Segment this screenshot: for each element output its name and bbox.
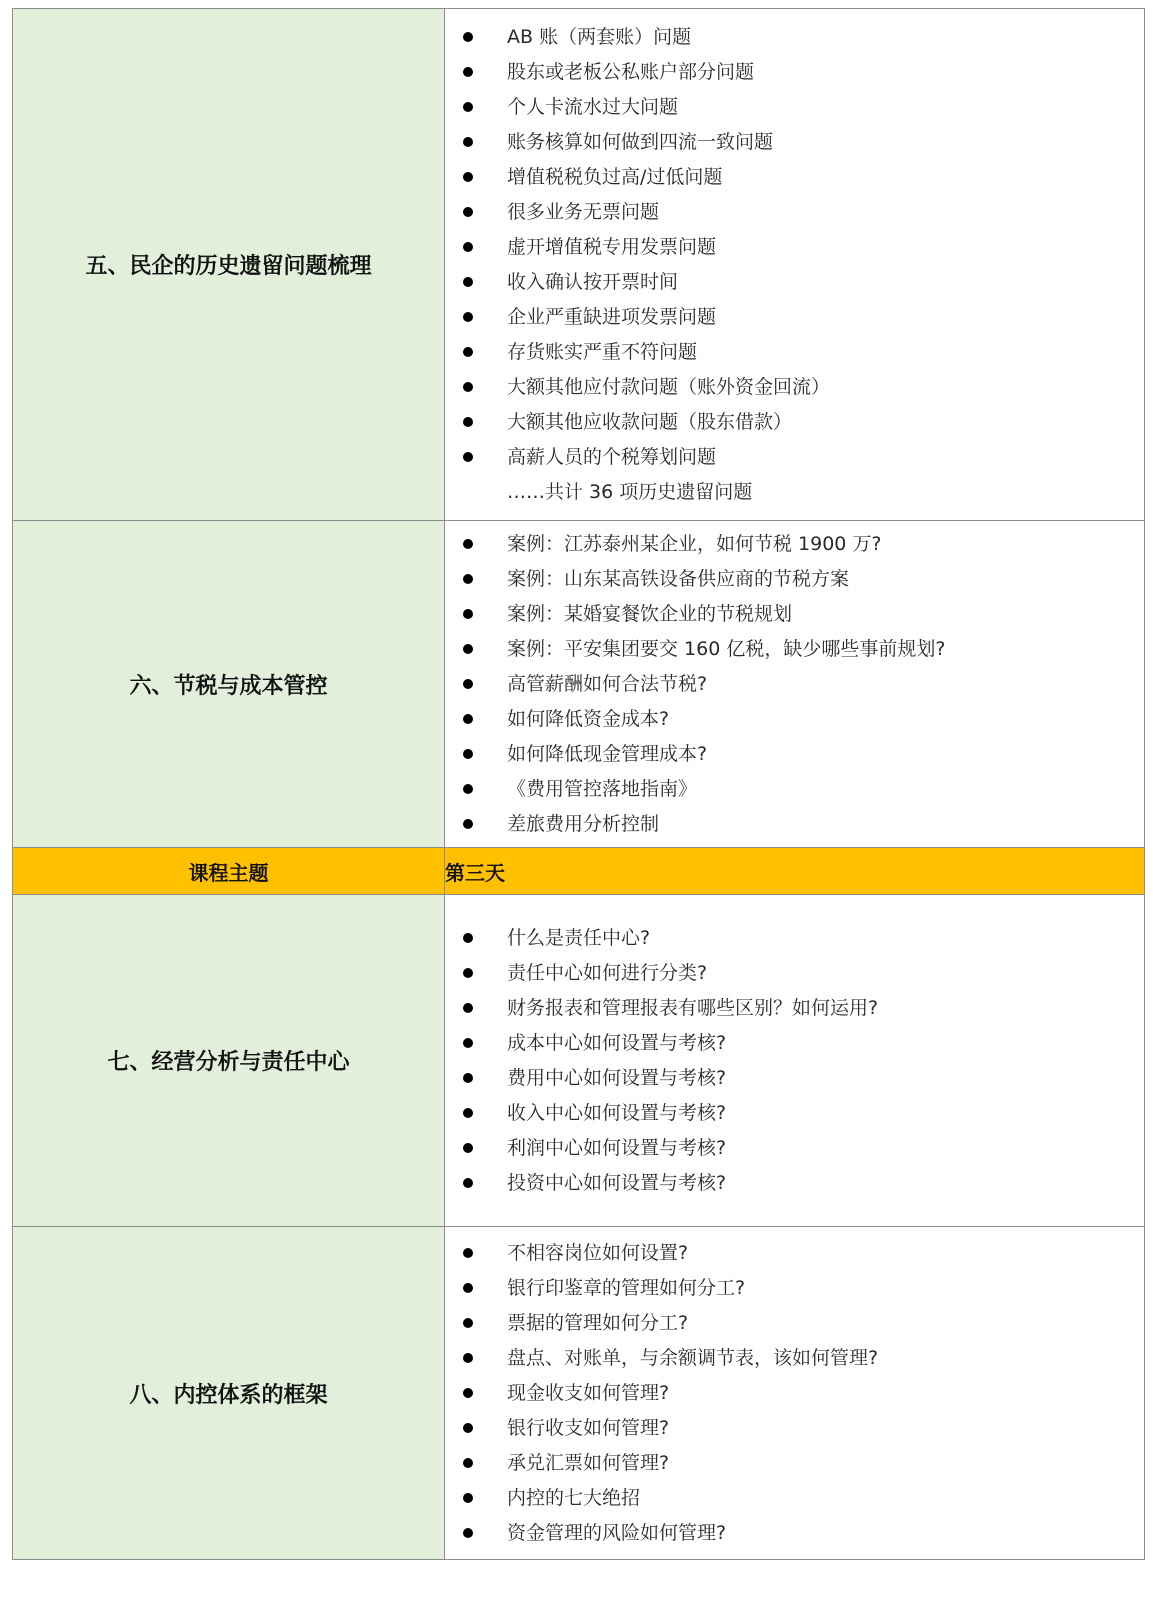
list-item-text: 高薪人员的个税筹划问题 — [507, 445, 717, 468]
section-7-list — [445, 921, 1144, 1201]
bullet-icon — [463, 1108, 473, 1118]
table-row-section-5 — [13, 9, 1145, 521]
course-outline-table — [12, 8, 1145, 1560]
list-item — [461, 1376, 1144, 1411]
bullet-icon — [463, 644, 473, 654]
list-item — [461, 1516, 1144, 1551]
bullet-icon — [463, 67, 473, 77]
bullet-icon — [463, 933, 473, 943]
bullet-icon — [463, 1248, 473, 1258]
bullet-icon — [463, 382, 473, 392]
list-item — [461, 772, 1144, 807]
list-item-text: 费用中心如何设置与考核? — [507, 1066, 727, 1089]
list-item — [461, 20, 1144, 55]
list-item — [461, 1236, 1144, 1271]
list-item-text: 资金管理的风险如何管理? — [507, 1521, 727, 1544]
bullet-icon — [463, 1143, 473, 1153]
bullet-icon — [463, 417, 473, 427]
bullet-icon — [463, 749, 473, 759]
bullet-icon — [463, 32, 473, 42]
list-item-text: 案例：山东某高铁设备供应商的节税方案 — [507, 567, 850, 590]
list-item — [461, 667, 1144, 702]
list-item-text: 《费用管控落地指南》 — [507, 777, 698, 800]
list-item — [461, 1061, 1144, 1096]
bullet-icon — [463, 968, 473, 978]
list-item — [461, 230, 1144, 265]
list-item — [461, 632, 1144, 667]
list-item — [461, 1411, 1144, 1446]
list-item — [461, 300, 1144, 335]
bullet-icon — [463, 1073, 473, 1083]
list-item — [461, 1446, 1144, 1481]
list-item — [461, 405, 1144, 440]
list-item-text: 盘点、对账单，与余额调节表，该如何管理? — [507, 1346, 879, 1369]
list-item-text: 增值税税负过高/过低问题 — [507, 165, 723, 188]
list-item-text: 责任中心如何进行分类? — [507, 961, 708, 984]
list-item — [461, 597, 1144, 632]
list-item-text: AB 账（两套账）问题 — [507, 25, 692, 48]
list-item-text: 如何降低资金成本? — [507, 707, 670, 730]
bullet-icon — [463, 1388, 473, 1398]
list-item-text: 差旅费用分析控制 — [507, 812, 660, 835]
list-item-text: 承兑汇票如何管理? — [507, 1451, 670, 1474]
bullet-icon — [463, 277, 473, 287]
section-7-topic: 七、经营分析与责任中心 — [13, 895, 445, 1227]
table-row-section-7 — [13, 895, 1145, 1227]
list-item-text: 案例：江苏泰州某企业，如何节税 1900 万? — [507, 532, 882, 555]
bullet-icon — [463, 539, 473, 549]
list-item — [461, 265, 1144, 300]
bullet-icon — [463, 714, 473, 724]
list-item — [461, 702, 1144, 737]
bullet-icon — [463, 819, 473, 829]
bullet-icon — [463, 347, 473, 357]
list-item-text: 收入确认按开票时间 — [507, 270, 679, 293]
list-item — [461, 562, 1144, 597]
header-course-topic: 课程主题 — [13, 848, 445, 895]
bullet-icon — [463, 1353, 473, 1363]
list-item — [461, 1271, 1144, 1306]
bullet-icon — [463, 1493, 473, 1503]
list-item-text: 投资中心如何设置与考核? — [507, 1171, 727, 1194]
list-item-text: 大额其他应付款问题（账外资金回流） — [507, 375, 831, 398]
list-item-text: 现金收支如何管理? — [507, 1381, 670, 1404]
section-5-list — [445, 20, 1144, 510]
bullet-icon — [463, 1528, 473, 1538]
bullet-icon — [463, 1003, 473, 1013]
list-item — [461, 1096, 1144, 1131]
bullet-icon — [463, 1458, 473, 1468]
section-7-content — [445, 895, 1145, 1227]
list-item-text: 财务报表和管理报表有哪些区别？如何运用? — [507, 996, 879, 1019]
section-8-list — [445, 1236, 1144, 1551]
list-item-text: 不相容岗位如何设置? — [507, 1241, 689, 1264]
list-item — [461, 55, 1144, 90]
table-header-row — [13, 848, 1145, 895]
list-item — [461, 1131, 1144, 1166]
bullet-icon — [463, 1423, 473, 1433]
list-item — [461, 195, 1144, 230]
list-item — [461, 956, 1144, 991]
table-row-section-6 — [13, 521, 1145, 848]
list-item — [461, 1026, 1144, 1061]
section-6-content — [445, 521, 1145, 848]
list-item-text: 存货账实严重不符问题 — [507, 340, 698, 363]
list-item-text: 银行收支如何管理? — [507, 1416, 670, 1439]
list-item — [461, 1481, 1144, 1516]
bullet-icon — [463, 172, 473, 182]
list-item-text: 案例：某婚宴餐饮企业的节税规划 — [507, 602, 793, 625]
list-item-text: 成本中心如何设置与考核? — [507, 1031, 727, 1054]
list-item-text: 个人卡流水过大问题 — [507, 95, 679, 118]
list-item — [461, 125, 1144, 160]
list-item-text: ……共计 36 项历史遗留问题 — [507, 480, 753, 503]
bullet-icon — [463, 784, 473, 794]
list-item — [461, 90, 1144, 125]
table-row-section-8 — [13, 1227, 1145, 1560]
list-item — [461, 160, 1144, 195]
section-8-content — [445, 1227, 1145, 1560]
bullet-icon — [463, 102, 473, 112]
list-item — [461, 475, 1144, 510]
section-6-list — [445, 527, 1144, 842]
list-item-text: 内控的七大绝招 — [507, 1486, 641, 1509]
list-item — [461, 1166, 1144, 1201]
list-item — [461, 921, 1144, 956]
list-item — [461, 335, 1144, 370]
section-8-topic: 八、内控体系的框架 — [13, 1227, 445, 1560]
bullet-icon — [463, 312, 473, 322]
bullet-icon — [463, 1318, 473, 1328]
bullet-icon — [463, 242, 473, 252]
list-item — [461, 527, 1144, 562]
list-item-text: 案例：平安集团要交 160 亿税，缺少哪些事前规划? — [507, 637, 946, 660]
list-item-text: 股东或老板公私账户部分问题 — [507, 60, 755, 83]
bullet-icon — [463, 679, 473, 689]
bullet-icon — [463, 574, 473, 584]
bullet-icon — [463, 137, 473, 147]
list-item-text: 很多业务无票问题 — [507, 200, 660, 223]
list-item-text: 账务核算如何做到四流一致问题 — [507, 130, 774, 153]
bullet-icon — [463, 1038, 473, 1048]
list-item — [461, 440, 1144, 475]
bullet-icon — [463, 1283, 473, 1293]
list-item — [461, 807, 1144, 842]
section-6-topic: 六、节税与成本管控 — [13, 521, 445, 848]
list-item-text: 利润中心如何设置与考核? — [507, 1136, 727, 1159]
list-item-text: 企业严重缺进项发票问题 — [507, 305, 717, 328]
bullet-icon — [463, 1178, 473, 1188]
bullet-icon — [463, 452, 473, 462]
list-item — [461, 737, 1144, 772]
list-item-text: 虚开增值税专用发票问题 — [507, 235, 717, 258]
list-item-text: 如何降低现金管理成本? — [507, 742, 708, 765]
section-5-topic: 五、民企的历史遗留问题梳理 — [13, 9, 445, 521]
list-item — [461, 1306, 1144, 1341]
list-item-text: 银行印鉴章的管理如何分工? — [507, 1276, 746, 1299]
list-item-text: 票据的管理如何分工? — [507, 1311, 689, 1334]
list-item-text: 大额其他应收款问题（股东借款） — [507, 410, 793, 433]
list-item-text: 高管薪酬如何合法节税? — [507, 672, 708, 695]
section-5-content — [445, 9, 1145, 521]
bullet-icon — [463, 207, 473, 217]
bullet-icon — [463, 609, 473, 619]
list-item — [461, 370, 1144, 405]
header-day-three: 第三天 — [445, 848, 1145, 895]
list-item-text: 什么是责任中心? — [507, 926, 651, 949]
list-item — [461, 991, 1144, 1026]
list-item — [461, 1341, 1144, 1376]
list-item-text: 收入中心如何设置与考核? — [507, 1101, 727, 1124]
